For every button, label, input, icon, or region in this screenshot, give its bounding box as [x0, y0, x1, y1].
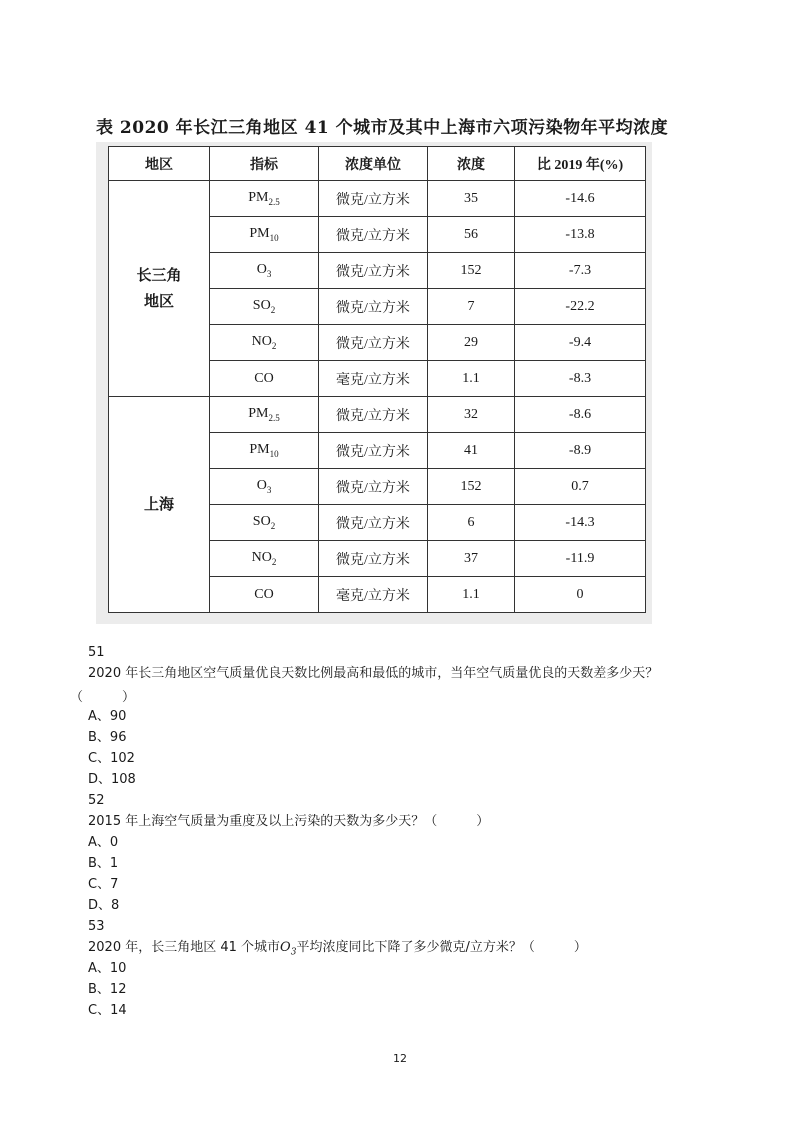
ozone-symbol: $O_3$	[280, 940, 297, 958]
question-51-text: 2020 年长三角地区空气质量优良天数比例最高和最低的城市，当年空气质量优良的天数差多少天？	[88, 666, 659, 681]
change-cell: 0.7	[515, 469, 646, 505]
unit-cell: 微克/立方米	[319, 469, 428, 505]
value-cell: 1.1	[428, 361, 515, 397]
indicator-cell: CO	[210, 361, 319, 397]
unit-cell: 微克/立方米	[319, 181, 428, 217]
header-value: 浓度	[428, 147, 515, 181]
unit-cell: 微克/立方米	[319, 397, 428, 433]
unit-cell: 微克/立方米	[319, 505, 428, 541]
indicator-cell: $NO_2$	[210, 325, 319, 361]
unit-cell: 微克/立方米	[319, 289, 428, 325]
indicator-cell: $SO_2$	[210, 289, 319, 325]
question-51-number: 51	[88, 645, 105, 660]
indicator-cell: $O_3$	[210, 253, 319, 289]
value-cell: 56	[428, 217, 515, 253]
question-53-option-b[interactable]: B、12	[88, 982, 127, 997]
indicator-cell: $PM_{10}$	[210, 433, 319, 469]
change-cell: -14.3	[515, 505, 646, 541]
indicator-cell: $SO_2$	[210, 505, 319, 541]
indicator-cell: $NO_2$	[210, 541, 319, 577]
value-cell: 29	[428, 325, 515, 361]
value-cell: 35	[428, 181, 515, 217]
change-cell: -8.9	[515, 433, 646, 469]
change-cell: -7.3	[515, 253, 646, 289]
question-51-option-a[interactable]: A、90	[88, 709, 127, 724]
region-name: 长三角	[136, 267, 182, 284]
question-51-answer-blank: （ ）	[70, 690, 136, 705]
question-53-text-after: 平均浓度同比下降了多少微克/立方米？（ ）	[296, 940, 587, 955]
question-53-number: 53	[88, 919, 105, 934]
question-52-option-a[interactable]: A、0	[88, 835, 119, 850]
page-number: 12	[393, 1052, 407, 1065]
change-cell: -8.3	[515, 361, 646, 397]
table-title: 表 2020 年长江三角地区 41 个城市及其中上海市六项污染物年平均浓度	[96, 118, 669, 138]
indicator-cell: $O_3$	[210, 469, 319, 505]
region-name-line2: 地区	[143, 293, 174, 310]
unit-cell: 微克/立方米	[319, 253, 428, 289]
table-scan-background	[96, 142, 652, 624]
pollutant-table	[108, 146, 646, 613]
table-row	[109, 397, 646, 433]
header-change: 比 2019 年(%)	[515, 147, 646, 181]
question-52-number: 52	[88, 793, 105, 808]
question-52-option-b[interactable]: B、1	[88, 856, 119, 871]
unit-cell: 毫克/立方米	[319, 577, 428, 613]
question-52-text: 2015 年上海空气质量为重度及以上污染的天数为多少天？（ ）	[88, 814, 490, 829]
question-53-option-a[interactable]: A、10	[88, 961, 127, 976]
indicator-cell: $PM_{10}$	[210, 217, 319, 253]
change-cell: -22.2	[515, 289, 646, 325]
change-cell: -11.9	[515, 541, 646, 577]
change-cell: -14.6	[515, 181, 646, 217]
change-cell: -13.8	[515, 217, 646, 253]
indicator-cell: $PM_{2.5}$	[210, 397, 319, 433]
indicator-cell: CO	[210, 577, 319, 613]
question-51-option-b[interactable]: B、96	[88, 730, 127, 745]
value-cell: 6	[428, 505, 515, 541]
value-cell: 37	[428, 541, 515, 577]
unit-cell: 微克/立方米	[319, 433, 428, 469]
unit-cell: 微克/立方米	[319, 325, 428, 361]
table-row	[109, 181, 646, 217]
value-cell: 1.1	[428, 577, 515, 613]
header-region: 地区	[109, 147, 210, 181]
value-cell: 7	[428, 289, 515, 325]
question-52-option-d[interactable]: D、8	[88, 898, 120, 913]
question-53-option-c[interactable]: C、14	[88, 1003, 127, 1018]
question-53-text	[88, 938, 587, 963]
value-cell: 152	[428, 253, 515, 289]
unit-cell: 微克/立方米	[319, 217, 428, 253]
header-indicator: 指标	[210, 147, 319, 181]
region-cell	[109, 181, 210, 397]
question-51-option-c[interactable]: C、102	[88, 751, 135, 766]
unit-cell: 毫克/立方米	[319, 361, 428, 397]
value-cell: 152	[428, 469, 515, 505]
value-cell: 41	[428, 433, 515, 469]
unit-cell: 微克/立方米	[319, 541, 428, 577]
change-cell: -8.6	[515, 397, 646, 433]
indicator-cell: $PM_{2.5}$	[210, 181, 319, 217]
question-53-text-before: 2020 年，长三角地区 41 个城市	[88, 940, 281, 955]
question-52-option-c[interactable]: C、7	[88, 877, 119, 892]
header-unit: 浓度单位	[319, 147, 428, 181]
region-name: 上海	[143, 496, 174, 513]
table-header-row	[109, 147, 646, 181]
question-51-option-d[interactable]: D、108	[88, 772, 136, 787]
region-cell	[109, 397, 210, 613]
value-cell: 32	[428, 397, 515, 433]
change-cell: -9.4	[515, 325, 646, 361]
change-cell: 0	[515, 577, 646, 613]
